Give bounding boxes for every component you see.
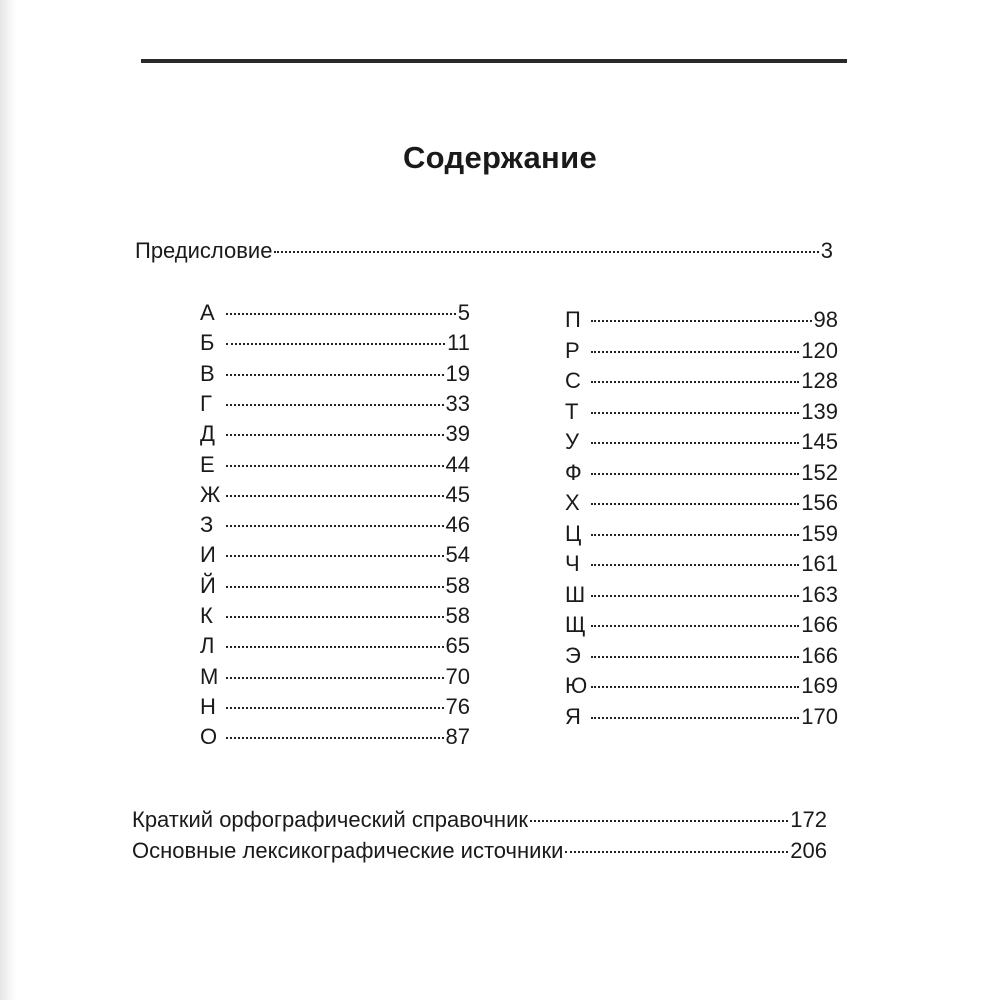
dot-leader	[565, 851, 788, 853]
entry-page: 156	[801, 490, 838, 515]
entry-letter: Д	[200, 421, 215, 447]
entry-page: 139	[801, 398, 838, 424]
entry-page: 169	[801, 673, 838, 698]
toc-entry-letter[interactable]	[565, 427, 838, 457]
entry-letter: Ц	[565, 520, 582, 546]
entry-page: 3	[820, 238, 833, 263]
entry-page: 152	[801, 459, 838, 485]
toc-entry-letter[interactable]	[565, 671, 838, 701]
entry-page: 65	[445, 633, 470, 659]
entry-page: 33	[445, 390, 470, 416]
dot-leader	[591, 473, 799, 475]
toc-entry-letter[interactable]	[200, 359, 470, 389]
entry-letter: Л	[200, 633, 215, 659]
dot-leader	[226, 434, 444, 436]
dot-leader	[226, 555, 444, 557]
entry-letter: З	[200, 512, 214, 538]
dot-leader	[591, 412, 799, 414]
toc-entry-letter[interactable]	[200, 571, 470, 601]
toc-entry-letter[interactable]	[200, 419, 470, 449]
dot-leader	[591, 625, 799, 627]
entry-label: Краткий орфографический справочник	[132, 807, 528, 832]
entry-letter: Н	[200, 693, 216, 719]
toc-entry-letter[interactable]	[565, 366, 838, 396]
toc-entry-letter[interactable]	[565, 641, 838, 671]
entry-letter: И	[200, 542, 216, 568]
entry-letter: Р	[565, 337, 580, 363]
entry-letter: Ю	[565, 673, 588, 698]
dot-leader	[591, 717, 799, 719]
toc-entry-letter[interactable]	[200, 480, 470, 510]
dot-leader	[226, 465, 444, 467]
toc-entry-letter[interactable]	[200, 510, 470, 540]
entry-label: Предисловие	[135, 238, 273, 263]
toc-entry-spelling-guide[interactable]	[132, 805, 827, 835]
entry-letter: Т	[565, 398, 579, 424]
dot-leader	[591, 442, 799, 444]
entry-letter: Щ	[565, 612, 586, 637]
dot-leader	[591, 564, 799, 566]
entry-page: 87	[445, 724, 470, 750]
entry-letter: Й	[200, 572, 216, 598]
entry-page: 19	[445, 360, 470, 386]
dot-leader	[591, 656, 799, 658]
entry-letter: С	[565, 368, 581, 393]
toc-entry-letter[interactable]	[200, 328, 470, 358]
dot-leader	[226, 313, 456, 315]
dot-leader	[226, 737, 444, 739]
toc-entry-letter[interactable]	[200, 692, 470, 722]
dot-leader	[226, 677, 444, 679]
entry-letter: О	[200, 724, 218, 750]
entry-page: 166	[801, 642, 838, 668]
dot-leader	[591, 503, 799, 505]
entry-page: 166	[801, 612, 838, 637]
entry-letter: Ф	[565, 459, 582, 485]
entry-page: 76	[445, 693, 470, 719]
toc-entry-letter[interactable]	[200, 601, 470, 631]
entry-page: 44	[445, 451, 470, 477]
toc-entry-letter[interactable]	[565, 336, 838, 366]
dot-leader	[226, 343, 445, 345]
toc-entry-letter[interactable]	[200, 298, 470, 328]
top-rule	[141, 59, 847, 63]
entry-letter: Б	[200, 330, 215, 356]
entry-page: 58	[445, 572, 470, 598]
dot-leader	[226, 586, 444, 588]
entry-letter: Е	[200, 451, 215, 477]
entry-page: 206	[790, 838, 827, 863]
dot-leader	[226, 404, 444, 406]
entry-page: 170	[801, 703, 838, 729]
toc-entry-preface[interactable]	[135, 236, 833, 266]
toc-entry-letter[interactable]	[565, 519, 838, 549]
entry-page: 54	[445, 542, 470, 568]
toc-entry-letter[interactable]	[565, 580, 838, 610]
entry-letter: А	[200, 300, 215, 325]
toc-entry-sources[interactable]	[132, 836, 827, 866]
entry-page: 70	[445, 663, 470, 689]
entry-page: 45	[445, 481, 470, 507]
toc-entry-letter[interactable]	[565, 702, 838, 732]
entry-page: 58	[445, 603, 470, 628]
entry-page: 145	[801, 429, 838, 454]
entry-page: 46	[445, 512, 470, 538]
entry-page: 120	[801, 337, 838, 363]
toc-entry-letter[interactable]	[565, 549, 838, 579]
toc-entry-letter[interactable]	[565, 488, 838, 518]
dot-leader	[226, 616, 444, 618]
toc-entry-letter[interactable]	[565, 397, 838, 427]
toc-entry-letter[interactable]	[565, 610, 838, 640]
entry-letter: Ш	[565, 581, 586, 607]
entry-page: 39	[445, 421, 470, 447]
entry-letter: В	[200, 360, 215, 386]
entry-page: 128	[801, 368, 838, 393]
entry-letter: Г	[200, 390, 212, 416]
toc-entry-letter[interactable]	[200, 631, 470, 661]
entry-page: 159	[801, 520, 838, 546]
dot-leader	[274, 251, 818, 253]
page-title: Содержание	[403, 140, 597, 175]
dot-leader	[591, 381, 799, 383]
entry-letter: К	[200, 603, 213, 628]
toc-entry-letter[interactable]	[565, 458, 838, 488]
toc-entry-letter[interactable]	[200, 662, 470, 692]
dot-leader	[591, 534, 799, 536]
dot-leader	[226, 374, 444, 376]
entry-page: 98	[813, 307, 838, 332]
dot-leader	[226, 707, 444, 709]
dot-leader	[591, 351, 799, 353]
entry-page: 5	[457, 300, 470, 325]
entry-letter: Э	[565, 642, 581, 668]
toc-entry-letter[interactable]	[200, 722, 470, 752]
dot-leader	[591, 320, 812, 322]
entry-letter: П	[565, 307, 581, 332]
entry-letter: У	[565, 429, 579, 454]
toc-entry-letter[interactable]	[200, 450, 470, 480]
dot-leader	[226, 495, 444, 497]
entry-letter: Х	[565, 490, 580, 515]
dot-leader	[226, 646, 444, 648]
dot-leader	[226, 525, 444, 527]
entry-letter: М	[200, 663, 219, 689]
entry-letter: Я	[565, 703, 581, 729]
toc-entry-letter[interactable]	[565, 305, 838, 335]
dot-leader	[591, 686, 799, 688]
toc-entry-letter[interactable]	[200, 540, 470, 570]
entry-letter: Ч	[565, 551, 580, 576]
dot-leader	[591, 595, 799, 597]
dot-leader	[530, 820, 788, 822]
entry-page: 11	[447, 330, 470, 356]
entry-page: 161	[801, 551, 838, 576]
toc-entry-letter[interactable]	[200, 389, 470, 419]
entry-page: 172	[790, 807, 827, 832]
entry-letter: Ж	[200, 481, 221, 507]
entry-page: 163	[801, 581, 838, 607]
entry-label: Основные лексикографические источники	[132, 838, 564, 863]
